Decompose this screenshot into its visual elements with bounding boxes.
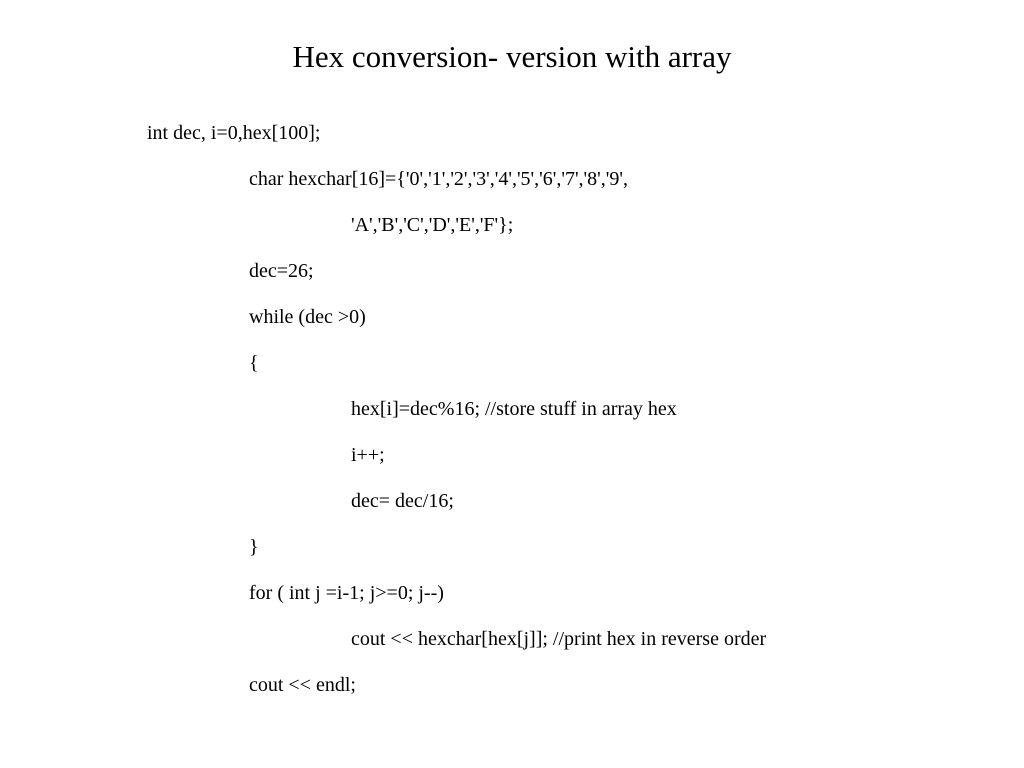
code-line-while: while (dec >0) — [249, 306, 366, 328]
code-line-open-brace: { — [249, 352, 259, 374]
code-line-assign-dec: dec=26; — [249, 260, 314, 282]
code-line-close-brace: } — [249, 536, 259, 558]
code-line-divide: dec= dec/16; — [351, 490, 454, 512]
slide-title: Hex conversion- version with array — [292, 39, 732, 74]
code-line-cout-hex: cout << hexchar[hex[j]]; //print hex in reverse order — [351, 628, 767, 650]
code-line-hexchar-digits: char hexchar[16]={'0','1','2','3','4','5','6','7','8','9', — [249, 168, 628, 190]
code-line-declaration: int dec, i=0,hex[100]; — [147, 122, 321, 144]
code-line-hexchar-letters: 'A','B','C','D','E','F'}; — [351, 214, 514, 236]
code-line-increment: i++; — [351, 444, 385, 466]
code-line-cout-endl: cout << endl; — [249, 674, 356, 696]
code-line-for: for ( int j =i-1; j>=0; j--) — [249, 582, 444, 604]
code-line-store-hex: hex[i]=dec%16; //store stuff in array hex — [351, 398, 677, 420]
